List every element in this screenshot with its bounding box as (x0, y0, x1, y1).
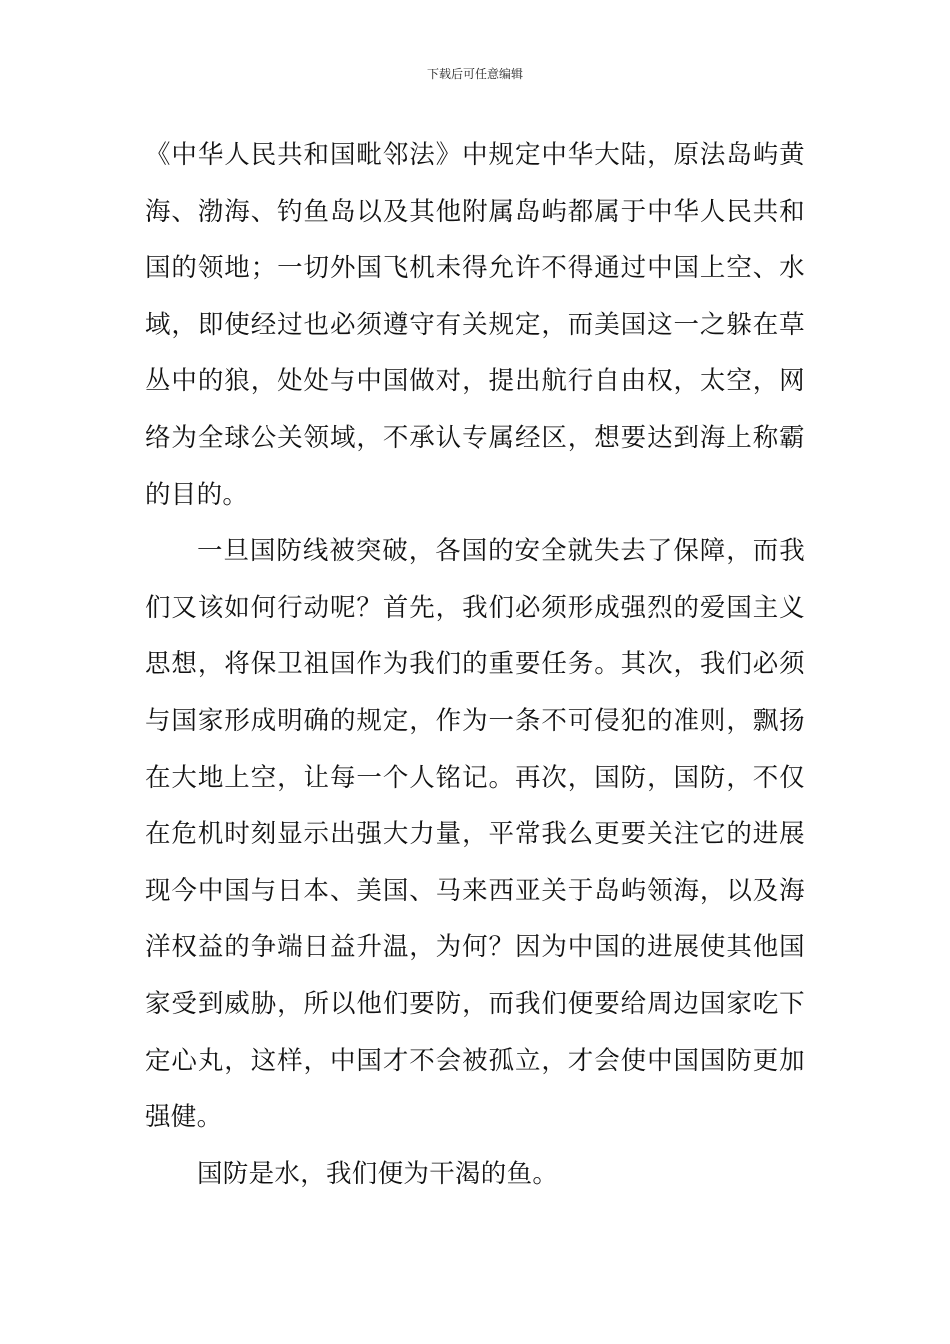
paragraph-3: 国防是水，我们便为干渴的鱼。 (197, 1158, 559, 1189)
page-header: 下载后可任意编辑 (426, 67, 523, 81)
paragraph-2: 一旦国防线被突破，各国的安全就失去了保障，而我们又该如何行动呢？首先，我们必须形成强烈的爱国主义思想，将保卫祖国作为我们的重要任务。其次，我们必须与国家形成明确的规定，作为一条不可侵犯的准则，飘扬在大地上空，让每一个人铭记。再次，国防，国防，不仅在危机时刻显示出强大力量，平常我么更要关注它的进展现今中国与日本、美国、马来西亚关于岛屿领海，以及海洋权益的争端日益升温，为何？因为中国的进展使其他国家受到威胁，所以他们要防，而我们便要给周边国家吃下定心丸，这样，中国才不会被孤立，才会使中国国防更加强健。 (145, 536, 805, 1133)
paragraph-1: 《中华人民共和国毗邻法》中规定中华大陆，原法岛屿黄海、渤海、钓鱼岛以及其他附属岛屿都属于中华人民共和国的领地；一切外国飞机未得允许不得通过中国上空、水域，即使经过也必须遵守有关规定，而美国这一之躲在草丛中的狼，处处与中国做对，提出航行自由权，太空，网络为全球公关领域，不承认专属经区，想要达到海上称霸的目的。 (145, 140, 805, 510)
document-body (145, 127, 805, 1202)
